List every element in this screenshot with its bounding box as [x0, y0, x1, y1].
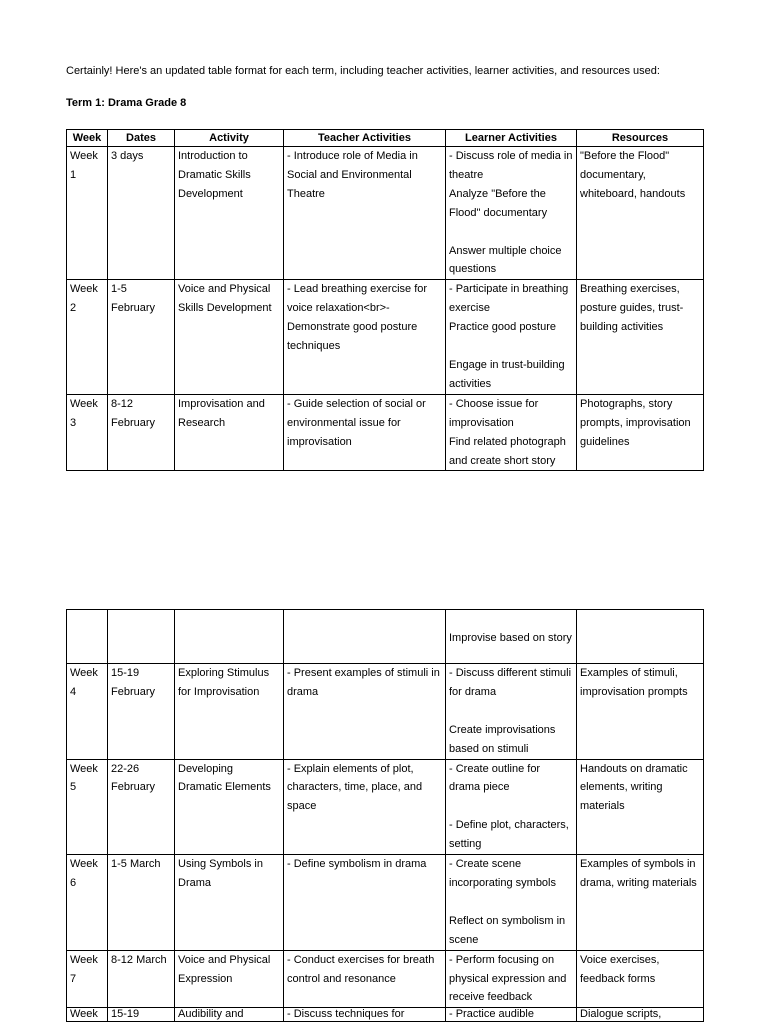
- cell-activity: Using Symbols in Drama: [175, 855, 284, 951]
- cell-resources: Handouts on dramatic elements, writing materials: [577, 759, 704, 855]
- table-row: [67, 147, 704, 280]
- cell-dates: 8-12 February: [108, 394, 175, 471]
- cell-activity: Exploring Stimulus for Improvisation: [175, 664, 284, 760]
- cell-learner-activities: - Discuss different stimuli for drama Create improvisations based on stimuli: [446, 664, 577, 760]
- cell-teacher-activities: - Introduce role of Media in Social and Environmental Theatre: [284, 147, 446, 280]
- cell-teacher-activities: - Define symbolism in drama: [284, 855, 446, 951]
- header-dates: Dates: [108, 130, 175, 147]
- cell-teacher-activities: - Explain elements of plot, characters, time, place, and space: [284, 759, 446, 855]
- cell-dates: 3 days: [108, 147, 175, 280]
- cell-week: Week 5: [67, 759, 108, 855]
- table-header-row: [67, 130, 704, 147]
- cell-learner-activities: - Choose issue for improvisation Find related photograph and create short story: [446, 394, 577, 471]
- header-activity: Activity: [175, 130, 284, 147]
- table-row: [67, 664, 704, 760]
- cell-learner-activities: - Discuss role of media in theatre Analyze "Before the Flood" documentary Answer multiple choice questions: [446, 147, 577, 280]
- cell-resources: Voice exercises, feedback forms: [577, 950, 704, 1008]
- table-row: [67, 950, 704, 1008]
- intro-text: Certainly! Here's an updated table format for each term, including teacher activities, learner activities, and resources used:: [66, 65, 660, 77]
- table-row: [67, 394, 704, 471]
- table-row: [67, 1008, 704, 1022]
- cell-resources: Photographs, story prompts, improvisation guidelines: [577, 394, 704, 471]
- cell-dates: 15-19 February: [108, 664, 175, 760]
- cell-dates: [108, 610, 175, 664]
- cell-resources: Examples of stimuli, improvisation prompts: [577, 664, 704, 760]
- header-learner-activities: Learner Activities: [446, 130, 577, 147]
- table-row: [67, 610, 704, 664]
- cell-dates: 8-12 March: [108, 950, 175, 1008]
- term-title: Term 1: Drama Grade 8: [66, 97, 187, 109]
- cell-activity: Audibility and: [175, 1008, 284, 1022]
- cell-activity: Voice and Physical Skills Development: [175, 280, 284, 394]
- lesson-plan-table-1: [66, 129, 704, 471]
- cell-activity: Introduction to Dramatic Skills Development: [175, 147, 284, 280]
- header-week: Week: [67, 130, 108, 147]
- cell-activity: Voice and Physical Expression: [175, 950, 284, 1008]
- cell-learner-activities: Improvise based on story: [446, 610, 577, 664]
- cell-dates: 22-26 February: [108, 759, 175, 855]
- cell-teacher-activities: - Present examples of stimuli in drama: [284, 664, 446, 760]
- cell-learner-activities: - Participate in breathing exercise Practice good posture Engage in trust-building activities: [446, 280, 577, 394]
- cell-activity: [175, 610, 284, 664]
- cell-learner-activities: - Practice audible: [446, 1008, 577, 1022]
- table-row: [67, 759, 704, 855]
- lesson-plan-table-2: [66, 609, 704, 1022]
- cell-week: Week 6: [67, 855, 108, 951]
- cell-teacher-activities: - Lead breathing exercise for voice relaxation<br>- Demonstrate good posture techniques: [284, 280, 446, 394]
- cell-teacher-activities: - Conduct exercises for breath control and resonance: [284, 950, 446, 1008]
- cell-week: Week 7: [67, 950, 108, 1008]
- cell-week: [67, 610, 108, 664]
- cell-week: Week 3: [67, 394, 108, 471]
- cell-activity: Improvisation and Research: [175, 394, 284, 471]
- cell-week: Week: [67, 1008, 108, 1022]
- table-row: [67, 280, 704, 394]
- cell-dates: 15-19: [108, 1008, 175, 1022]
- cell-week: Week 2: [67, 280, 108, 394]
- cell-resources: Dialogue scripts,: [577, 1008, 704, 1022]
- cell-week: Week 4: [67, 664, 108, 760]
- cell-teacher-activities: - Guide selection of social or environmental issue for improvisation: [284, 394, 446, 471]
- cell-learner-activities: - Create outline for drama piece - Define plot, characters, setting: [446, 759, 577, 855]
- cell-resources: Breathing exercises, posture guides, trust-building activities: [577, 280, 704, 394]
- cell-resources: Examples of symbols in drama, writing materials: [577, 855, 704, 951]
- cell-learner-activities: - Perform focusing on physical expression and receive feedback: [446, 950, 577, 1008]
- cell-resources: [577, 610, 704, 664]
- cell-teacher-activities: [284, 610, 446, 664]
- cell-dates: 1-5 February: [108, 280, 175, 394]
- header-teacher-activities: Teacher Activities: [284, 130, 446, 147]
- header-resources: Resources: [577, 130, 704, 147]
- table-row: [67, 855, 704, 951]
- cell-teacher-activities: - Discuss techniques for: [284, 1008, 446, 1022]
- cell-learner-activities: - Create scene incorporating symbols Reflect on symbolism in scene: [446, 855, 577, 951]
- cell-dates: 1-5 March: [108, 855, 175, 951]
- cell-activity: Developing Dramatic Elements: [175, 759, 284, 855]
- cell-resources: "Before the Flood" documentary, whiteboard, handouts: [577, 147, 704, 280]
- cell-week: Week 1: [67, 147, 108, 280]
